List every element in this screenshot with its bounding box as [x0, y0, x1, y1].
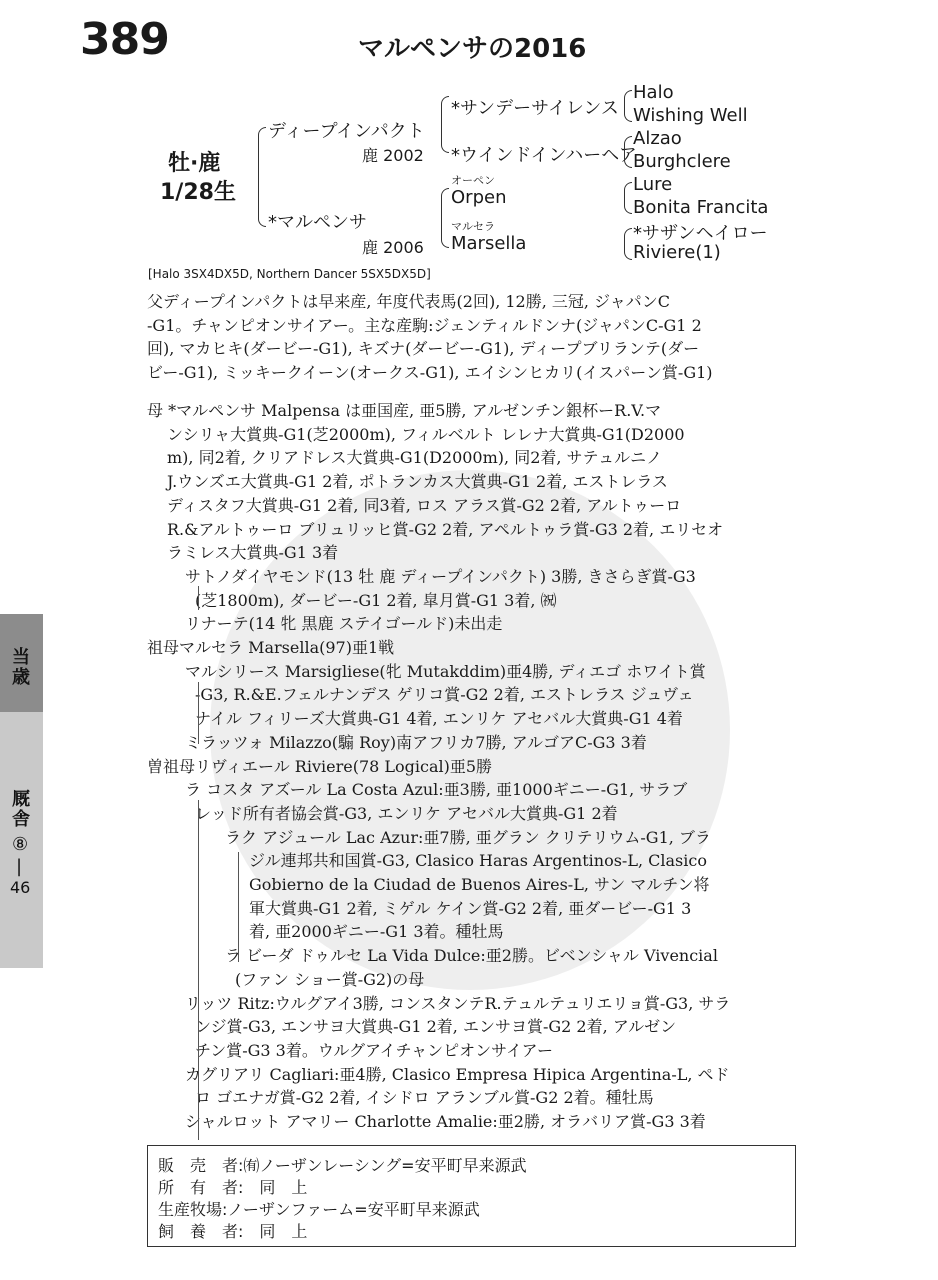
g3-ancestor: Lure — [633, 174, 673, 195]
family-text-line: Gobierno de la Ciudad de Buenos Aires-L, サン マルチン将 — [249, 875, 710, 894]
sire-line: 回), マカヒキ(ダービー-G1), キズナ(ダービー-G1), ディープブリランテ(ダー — [147, 339, 700, 358]
owner-row — [158, 1175, 307, 1198]
family-text-line: 曽祖母リヴィエール Riviere(78 Logical)亜5勝 — [147, 756, 493, 776]
sire-sire-name: *サンデーサイレンス — [451, 98, 619, 119]
pedigree-brace — [258, 127, 266, 227]
family-text-line: ナイル フィリーズ大賞典-G1 4着, エンリケ アセバル大賞典-G1 4着 — [195, 709, 683, 729]
sidebar-dash: | — [16, 856, 23, 877]
info-value: ノーザンファーム=安平町早来源武 — [227, 1200, 480, 1219]
family-text-line: ラ コスタ アズール La Costa Azul:亜3勝, 亜1000ギニー-G1, サラブ — [185, 780, 688, 800]
inbreeding-note: [Halo 3SX4DX5D, Northern Dancer 5SX5DX5D] — [148, 267, 431, 281]
sidebar-tab-label: 当歳 — [12, 647, 30, 688]
dam-info: 鹿 2006 — [362, 238, 424, 257]
dam-sire-ruby: オーペン — [451, 174, 495, 187]
family-text-line: ラク アジュール Lac Azur:亜7勝, 亜グラン クリテリウム-G1, ブラ — [225, 827, 711, 847]
family-text-line: R.&アルトゥーロ ブリュリッヒ賞-G2 2着, アペルトゥラ賞-G3 2着, エリセオ — [167, 519, 724, 539]
birth-date: 1/28生 — [160, 180, 236, 205]
info-label: 飼 養 者: — [158, 1222, 244, 1241]
dam-sire-name: Orpen — [451, 187, 507, 208]
dam-name: *マルペンサ — [268, 212, 367, 233]
family-text-line: ンジ賞-G3, エンサヨ大賞典-G1 2着, エンサヨ賞-G2 2着, アルゼン — [195, 1017, 677, 1037]
family-text-line: ディスタフ大賞典-G1 2着, 同3着, ロス アラス賞-G2 2着, アルトゥーロ — [167, 495, 682, 515]
family-text-line: ミラッツォ Milazzo(騸 Roy)南アフリカ7勝, アルゴアC-G3 3着 — [185, 732, 647, 752]
sidebar-page-number: 46 — [10, 878, 31, 897]
sidebar-tab-label: 厩舎 — [12, 789, 30, 830]
sidebar-circled-number: ⑧ — [12, 834, 29, 855]
family-line — [198, 586, 199, 610]
g3-ancestor: Burghclere — [633, 151, 731, 172]
info-label: 生産牧場: — [158, 1200, 228, 1219]
family-text-line: ジル連邦共和国賞-G3, Clasico Haras Argentinos-L, Clasico — [249, 851, 707, 871]
sidebar-tab-stable[interactable] — [0, 712, 43, 968]
family-line — [198, 800, 199, 1140]
info-value: 同 上 — [243, 1178, 308, 1197]
family-text-line: m), 同2着, クリアドレス大賞典-G1(D2000m), 同2着, サテュルニノ — [167, 448, 663, 468]
family-text-line: ロ ゴエナガ賞-G2 2着, イシドロ アランブル賞-G2 2着。種牡馬 — [195, 1088, 654, 1108]
seller-row — [158, 1153, 527, 1176]
breeder-row — [158, 1197, 480, 1220]
keeper-row — [158, 1219, 307, 1242]
family-text-line: サトノダイヤモンド(13 牡 鹿 ディープインパクト) 3勝, きさらぎ賞-G3 — [185, 566, 696, 586]
family-text-line: ラミレス大賞典-G1 3着 — [167, 543, 339, 563]
sire-brace — [441, 96, 449, 153]
family-line — [238, 852, 239, 962]
g3-ancestor: Alzao — [633, 128, 682, 149]
family-text-line: (ファン ショー賞-G2)の母 — [235, 969, 425, 989]
sex-color: 牡·鹿 — [168, 151, 221, 176]
family-text-line: マルシリース Marsigliese(牝 Mutakddim)亜4勝, ディエゴ ホワイト賞 — [185, 661, 706, 681]
g3-brace — [624, 90, 632, 122]
family-text-line: レッド所有者協会賞-G3, エンリケ アセバル大賞典-G1 2着 — [195, 803, 618, 823]
family-text-line: カグリアリ Cagliari:亜4勝, Clasico Empresa Hipica Argentina-L, ペド — [185, 1064, 730, 1084]
family-text-line: -G3, R.&E.フェルナンデス ゲリコ賞-G2 2着, エストレラス ジュヴェ — [195, 685, 694, 705]
sire-info: 鹿 2002 — [362, 146, 424, 165]
page-number: 389 — [80, 14, 169, 65]
family-line — [198, 682, 199, 744]
family-text-line: チン賞-G3 3着。ウルグアイチャンピオンサイアー — [195, 1040, 554, 1060]
dam-dam-name: Marsella — [451, 233, 527, 254]
sire-name: ディープインパクト — [268, 121, 425, 142]
page-title: マルペンサの2016 — [358, 34, 587, 64]
dam-brace — [441, 188, 449, 248]
g3-brace — [624, 182, 632, 214]
dam-dam-ruby: マルセラ — [451, 220, 495, 233]
family-text-line: シャルロット アマリー Charlotte Amalie:亜2勝, オラバリア賞-G3 3着 — [185, 1112, 706, 1131]
sire-line: ビー-G1), ミッキークイーン(オークス-G1), エイシンヒカリ(イスパーン賞-G1) — [147, 362, 713, 382]
info-value: 同 上 — [243, 1222, 308, 1241]
family-text-line: (芝1800m), ダービー-G1 2着, 皐月賞-G1 3着, ㈷ — [195, 590, 557, 610]
sidebar-tab-age[interactable] — [0, 614, 43, 712]
g3-brace — [624, 228, 632, 260]
family-text-line: 軍大賞典-G1 2着, ミゲル ケイン賞-G2 2着, 亜ダービー-G1 3 — [249, 898, 692, 918]
family-text-line: ンシリャ大賞典-G1(芝2000m), フィルベルト レレナ大賞典-G1(D2000 — [167, 424, 685, 444]
family-text-line: 祖母マルセラ Marsella(97)亜1戦 — [147, 638, 395, 657]
family-text-line: リッツ Ritz:ウルグアイ3勝, コンスタンテR.テュルテュリエリョ賞-G3, サラ — [185, 993, 731, 1013]
info-label: 販 売 者: — [158, 1156, 244, 1175]
family-text-line: J.ウンズエ大賞典-G1 2着, ポトランカス大賞典-G1 2着, エストレラス — [167, 472, 668, 492]
g3-ancestor: Halo — [633, 82, 674, 103]
family-text-line: ラ ビーダ ドゥルセ La Vida Dulce:亜2勝。ビベンシャル Vivencial — [225, 946, 718, 966]
family-text-line: 着, 亜2000ギニー-G1 3着。種牡馬 — [249, 922, 504, 942]
family-text-line: 母 *マルペンサ Malpensa は亜国産, 亜5勝, アルゼンチン銀杯ーR.V.マ — [147, 401, 662, 420]
info-label: 所 有 者: — [158, 1178, 244, 1197]
g3-ancestor: Bonita Francita — [633, 197, 769, 218]
sire-line: 父ディープインパクトは早来産, 年度代表馬(2回), 12勝, 三冠, ジャパンC — [147, 292, 670, 311]
ownership-info-box — [147, 1145, 796, 1247]
info-value: ㈲ノーザンレーシング=安平町早来源武 — [243, 1156, 527, 1175]
g3-ancestor: *サザンヘイロー — [633, 223, 768, 244]
g3-brace — [624, 136, 632, 168]
family-text-line: リナーテ(14 牝 黒鹿 ステイゴールド)未出走 — [185, 614, 503, 634]
sire-dam-name: *ウインドインハーヘア — [451, 145, 637, 166]
g3-ancestor: Riviere(1) — [633, 242, 721, 263]
sire-line: -G1。チャンピオンサイアー。主な産駒:ジェンティルドンナ(ジャパンC-G1 2 — [147, 315, 702, 335]
g3-ancestor: Wishing Well — [633, 105, 748, 126]
